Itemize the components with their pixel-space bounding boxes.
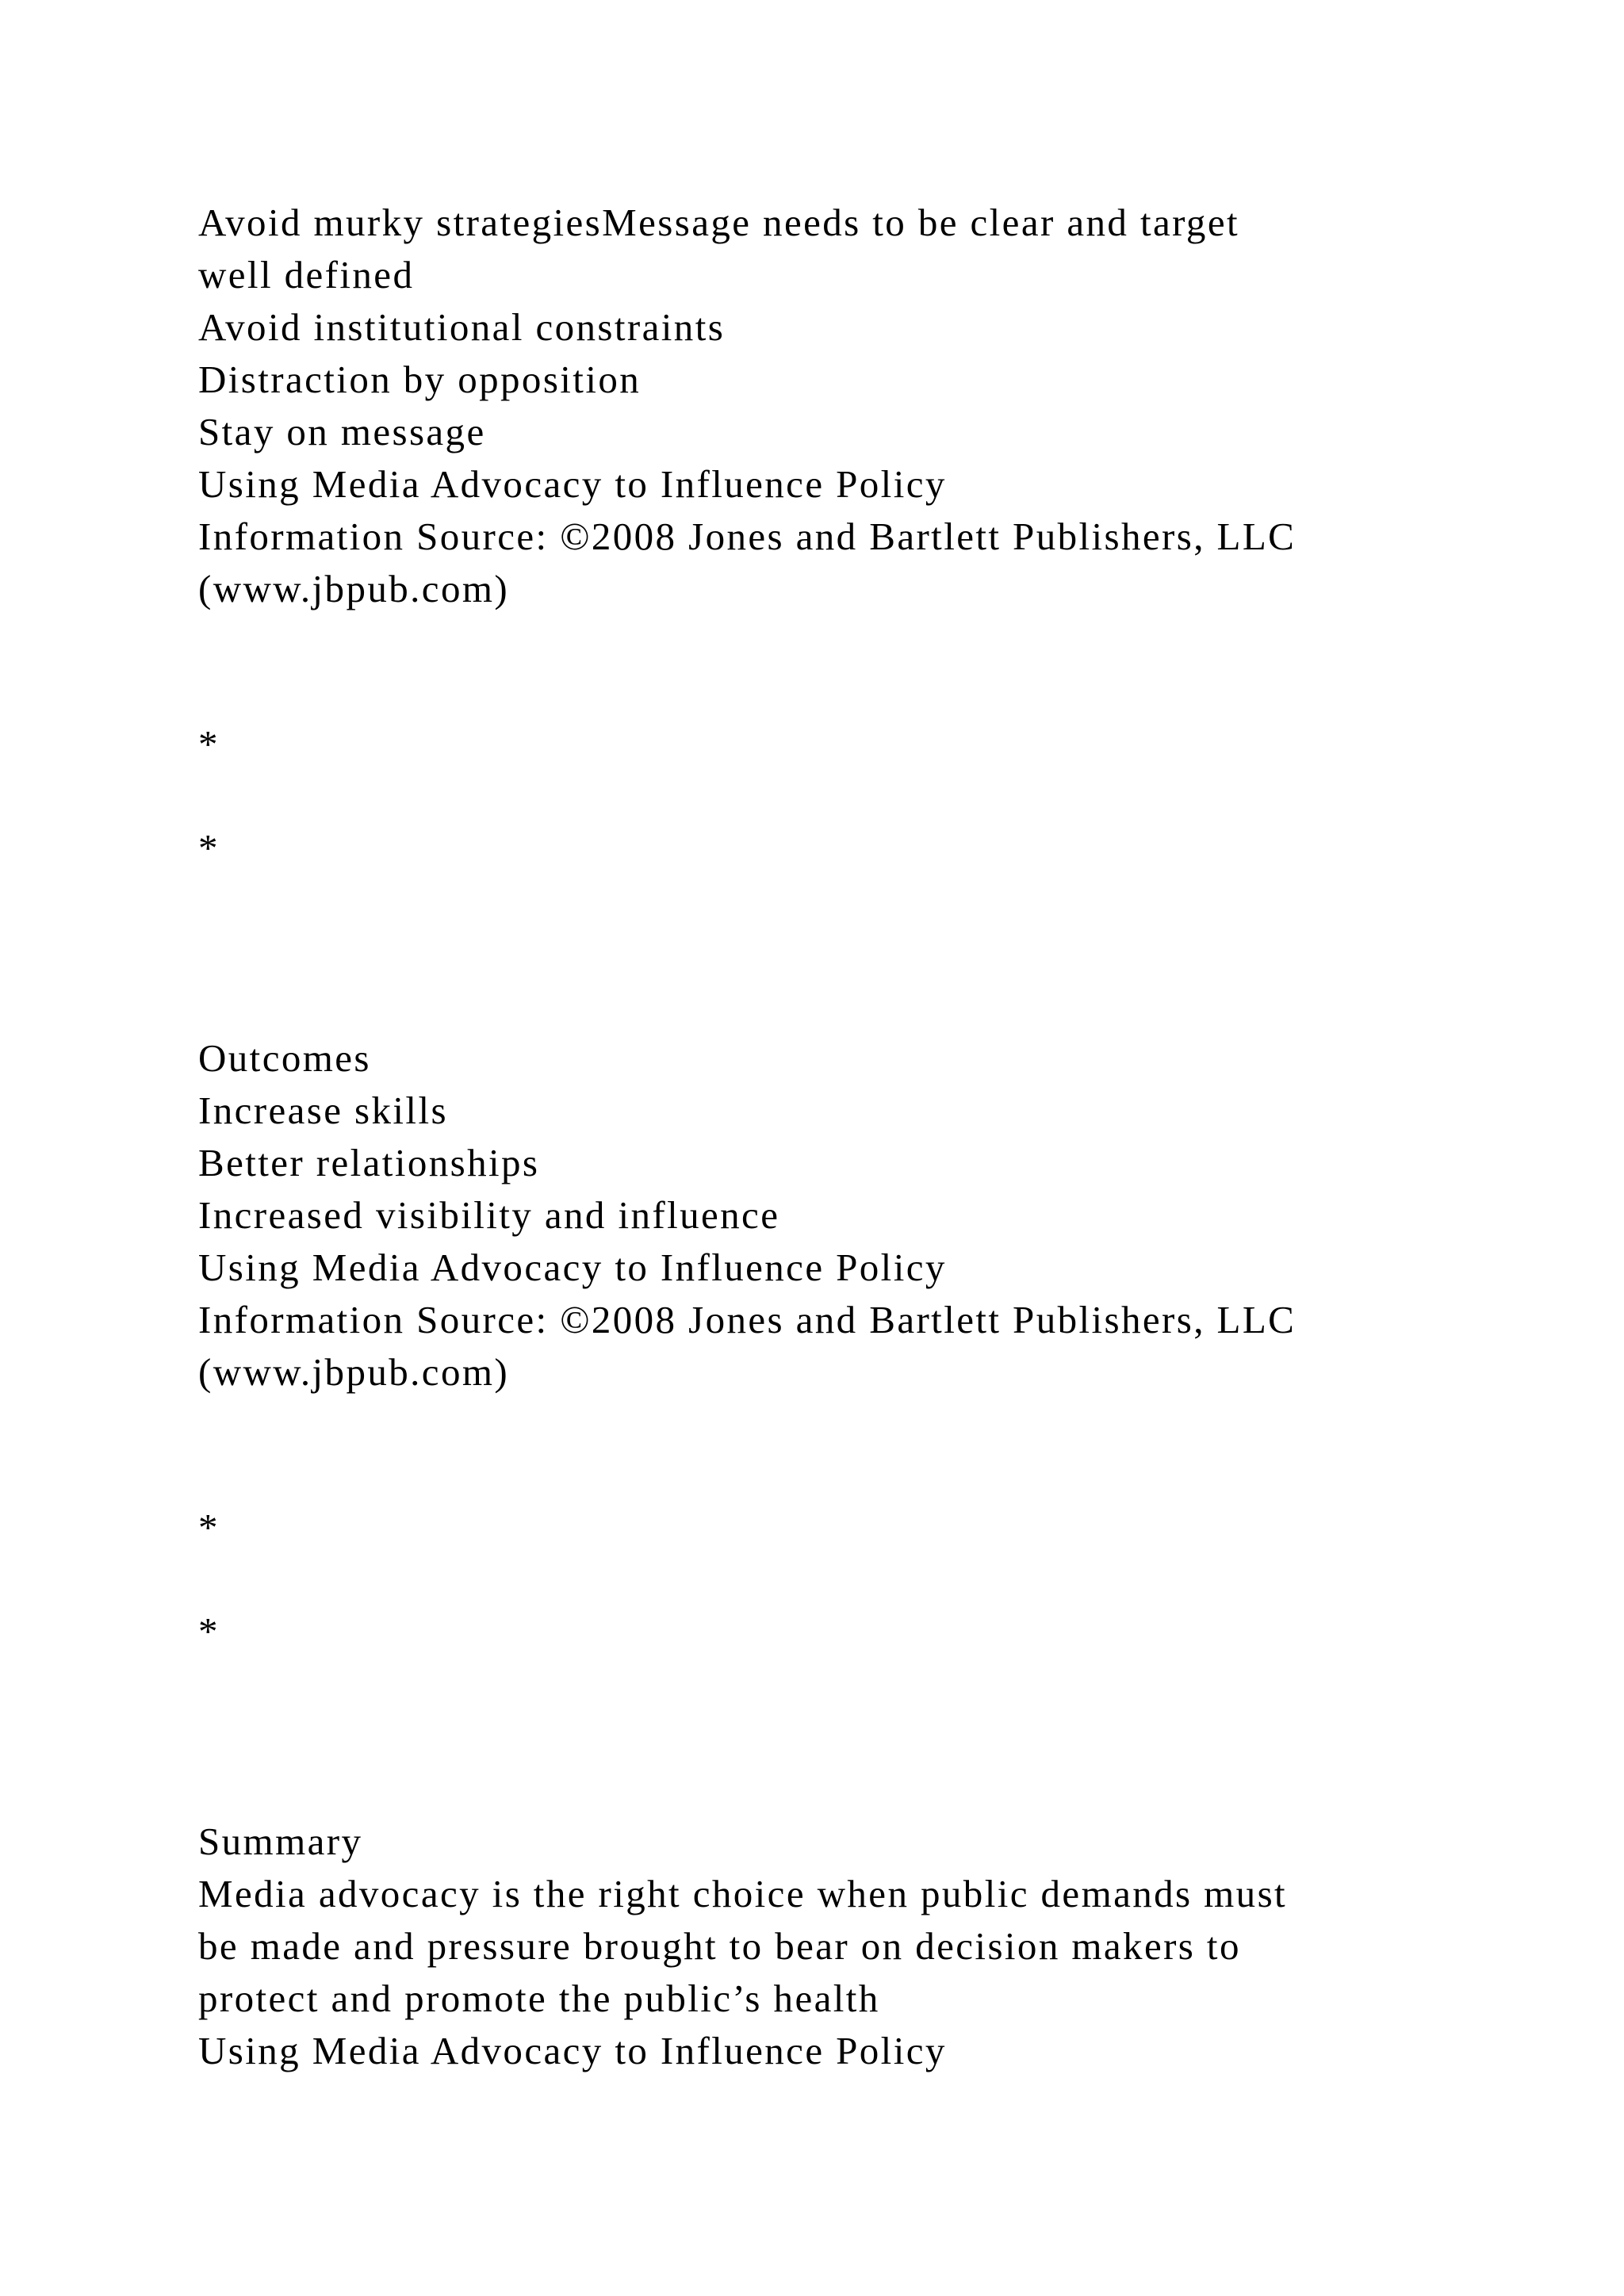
body-text-line: protect and promote the public’s health [198,1976,880,2020]
body-text-line: Better relationships [198,1141,540,1184]
body-text-line: Increased visibility and influence [198,1193,780,1237]
asterisk-marker: * [198,1609,218,1653]
body-text-line: Stay on message [198,410,486,453]
body-text-line: Avoid institutional constraints [198,305,726,349]
source-url: (www.jbpub.com) [198,1350,510,1394]
body-text-line: Avoid murky strategiesMessage needs to be clear and target [198,201,1239,244]
body-text-line: Using Media Advocacy to Influence Policy [198,1246,947,1289]
section-heading: Summary [198,1820,363,1863]
source-citation: Information Source: ©2008 Jones and Bartlett Publishers, LLC [198,1298,1297,1341]
asterisk-marker: * [198,826,218,870]
body-text-line: be made and pressure brought to bear on decision makers to [198,1924,1241,1968]
body-text-line: Using Media Advocacy to Influence Policy [198,2029,947,2072]
body-text-line: well defined [198,253,415,297]
asterisk-marker: * [198,1506,218,1549]
body-text-line: Distraction by opposition [198,358,642,401]
body-text-line: Using Media Advocacy to Influence Policy [198,462,947,506]
body-text-line: Media advocacy is the right choice when public demands must [198,1872,1288,1915]
source-url: (www.jbpub.com) [198,567,510,610]
source-citation: Information Source: ©2008 Jones and Bartlett Publishers, LLC [198,515,1297,558]
asterisk-marker: * [198,722,218,766]
section-heading: Outcomes [198,1036,371,1080]
body-text-line: Increase skills [198,1089,448,1132]
